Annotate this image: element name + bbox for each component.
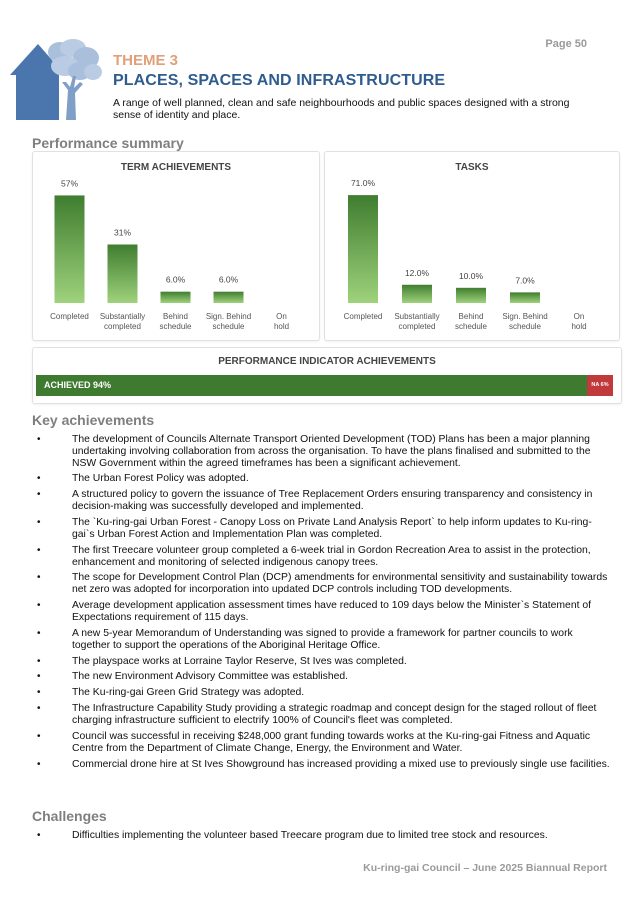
bullet-dot-icon: • <box>37 434 41 445</box>
category-tick-label: completed <box>398 322 436 331</box>
key-achievement-item-text: Average development application assessment times have reduced to 109 days below the Minister`s Statement of Expectations requirement of 115 days. <box>72 600 592 623</box>
category-tick-label: completed <box>104 322 141 331</box>
key-achievement-item-text: The playspace works at Lorraine Taylor Reserve, St Ives was completed. <box>72 655 407 667</box>
category-tick-label: schedule <box>159 322 192 331</box>
key-achievement-item <box>32 600 612 624</box>
category-tick-label: On <box>573 312 585 321</box>
key-achievement-item-text: A structured policy to govern the issuance of Tree Replacement Orders ensuring transparency and consistency in decision-making was successfully developed and implemented. <box>72 489 593 513</box>
bullet-dot-icon: • <box>37 758 41 770</box>
bullet-dot-icon: • <box>37 600 41 612</box>
key-achievement-item-text: The new Environment Advisory Committee was established. <box>72 671 349 683</box>
key-achievement-item <box>32 656 612 668</box>
key-achievement-item-text: The Ku-ring-gai Green Grid Strategy was adopted. <box>72 687 305 699</box>
key-achievement-item <box>32 434 612 469</box>
term-achievements-title: TERM ACHIEVEMENTS <box>120 162 232 173</box>
category-tick-label: Sign. Behind <box>205 312 252 321</box>
bar-behind-schedule <box>456 288 486 303</box>
category-tick-label: Behind <box>458 312 484 321</box>
tasks-title: TASKS <box>455 162 489 173</box>
category-tick-label: Sign. Behind <box>502 312 548 321</box>
key-achievement-item <box>32 628 612 652</box>
tasks-chart <box>325 152 619 340</box>
category-tick-label: schedule <box>508 322 542 331</box>
key-achievements-heading: Key achievements <box>32 412 155 428</box>
performance-indicator-title: PERFORMANCE INDICATOR ACHIEVEMENTS <box>218 356 436 367</box>
tasks-card <box>324 151 620 341</box>
bullet-dot-icon: • <box>37 703 41 715</box>
key-achievements-list-container <box>32 434 612 774</box>
bar-completed <box>55 195 85 303</box>
bar-completed <box>348 195 378 303</box>
key-achievement-item <box>32 572 612 596</box>
bar-sign-behind-schedule <box>214 292 244 303</box>
category-tick-label: Substantially <box>99 312 146 321</box>
page-number: Page 50 <box>545 38 587 50</box>
bar-substantially-completed <box>402 285 432 303</box>
challenges-list <box>32 830 612 842</box>
key-achievement-item-text: Commercial drone hire at St Ives Showground has increased providing a mixed use to previously single use facilities. <box>72 758 610 770</box>
bullet-dot-icon: • <box>37 489 41 501</box>
challenges-heading: Challenges <box>32 808 107 824</box>
achieved-segment: ACHIEVED 94% <box>36 375 587 396</box>
challenge-item <box>32 830 612 842</box>
category-tick-label: Behind <box>163 312 188 321</box>
bar-value-label: 71.0% <box>350 178 376 189</box>
challenges-list-container <box>32 830 612 846</box>
challenge-item-text: Difficulties implementing the volunteer based Treecare program due to limited tree stock and resources. <box>72 830 548 841</box>
key-achievement-item <box>32 517 612 541</box>
bar-sign-behind-schedule <box>510 292 540 303</box>
category-tick-label: Completed <box>343 312 383 321</box>
key-achievement-item <box>32 731 612 755</box>
key-achievements-list <box>32 434 612 770</box>
key-achievement-item <box>32 759 612 771</box>
bullet-dot-icon: • <box>37 544 41 556</box>
bar-behind-schedule <box>161 292 191 303</box>
category-tick-label: Completed <box>50 312 89 321</box>
bar-value-label: 12.0% <box>404 267 430 278</box>
category-tick-label: schedule <box>454 322 488 331</box>
bullet-dot-icon: • <box>37 830 41 841</box>
bullet-dot-icon: • <box>37 687 41 699</box>
category-tick-label: Substantially <box>394 312 440 321</box>
term-achievements-card <box>32 151 320 341</box>
theme-description: A range of well planned, clean and safe neighbourhoods and public spaces designed with a strong sense of identity and place. <box>113 97 570 121</box>
key-achievement-item-text: A new 5-year Memorandum of Understanding was signed to provide a framework for partner councils to work together to support the operations of the Aboriginal Heritage Office. <box>72 627 573 651</box>
performance-indicator-bar <box>36 375 613 396</box>
key-achievement-item-text: Council was successful in receiving $248,000 grant funding towards works at the Ku-ring-gai Fitness and Aquatic Centre from the Department of Climate Change, Energy, the Environment and Water. <box>72 730 591 754</box>
bullet-dot-icon: • <box>37 572 41 584</box>
house-tree-logo-icon <box>10 38 110 120</box>
category-tick-label: On <box>276 312 287 321</box>
key-achievement-item <box>32 489 612 513</box>
key-achievement-item-text: The development of Councils Alternate Transport Oriented Development (TOD) Plans has been a major planning undertaking involving collaboration from across the organisation. To have the plans finalised and submitted to the NSW Government within the agreed timeframes has been a significant achievement. <box>72 434 591 469</box>
key-achievement-item-text: The Urban Forest Policy was adopted. <box>72 473 249 485</box>
bar-value-label: 6.0% <box>218 274 239 285</box>
bullet-dot-icon: • <box>37 671 41 683</box>
category-tick-label: hold <box>571 322 587 331</box>
performance-summary-heading: Performance summary <box>32 135 184 151</box>
category-tick-label: schedule <box>212 322 245 331</box>
bullet-dot-icon: • <box>37 730 41 742</box>
footer: Ku-ring-gai Council – June 2025 Biannual Report <box>363 862 607 874</box>
term-achievements-chart <box>33 152 319 340</box>
key-achievement-item-text: The `Ku-ring-gai Urban Forest - Canopy Loss on Private Land Analysis Report` to help inform updates to Ku-ring-gai`s Urban Forest Action and Implementation Plan was completed. <box>72 517 592 540</box>
bar-value-label: 7.0% <box>515 275 535 286</box>
bar-value-label: 10.0% <box>458 270 484 281</box>
bar-value-label: 31% <box>113 227 132 238</box>
key-achievement-item <box>32 671 612 683</box>
bar-substantially-completed <box>108 245 138 304</box>
bullet-dot-icon: • <box>37 655 41 667</box>
category-tick-label: hold <box>273 322 290 331</box>
key-achievement-item-text: The scope for Development Control Plan (DCP) amendments for environmental sensitivity and sustainability towards net zero was adopted for incorporation into updated DCP controls including TOD developments. <box>72 572 608 596</box>
key-achievement-item-text: The first Treecare volunteer group completed a 6-week trial in Gordon Recreation Area to assist in the protection, enhancement and monitoring of selected indigenous canopy trees. <box>72 544 591 568</box>
bar-value-label: 6.0% <box>165 274 186 285</box>
theme-number: THEME 3 <box>113 52 179 69</box>
bullet-dot-icon: • <box>37 627 41 639</box>
na-segment: NA 6% <box>587 375 613 396</box>
bullet-dot-icon: • <box>37 517 41 529</box>
bullet-dot-icon: • <box>37 473 41 485</box>
key-achievement-item <box>32 687 612 699</box>
key-achievement-item <box>32 545 612 569</box>
theme-title: PLACES, SPACES AND INFRASTRUCTURE <box>113 72 446 89</box>
bar-value-label: 57% <box>60 178 79 189</box>
key-achievement-item <box>32 703 612 727</box>
key-achievement-item <box>32 473 612 485</box>
key-achievement-item-text: The Infrastructure Capability Study providing a strategic roadmap and concept design for the staged rollout of fleet charging infrastructure sufficient to electrify 100% of Council's fleet was completed. <box>72 703 597 726</box>
